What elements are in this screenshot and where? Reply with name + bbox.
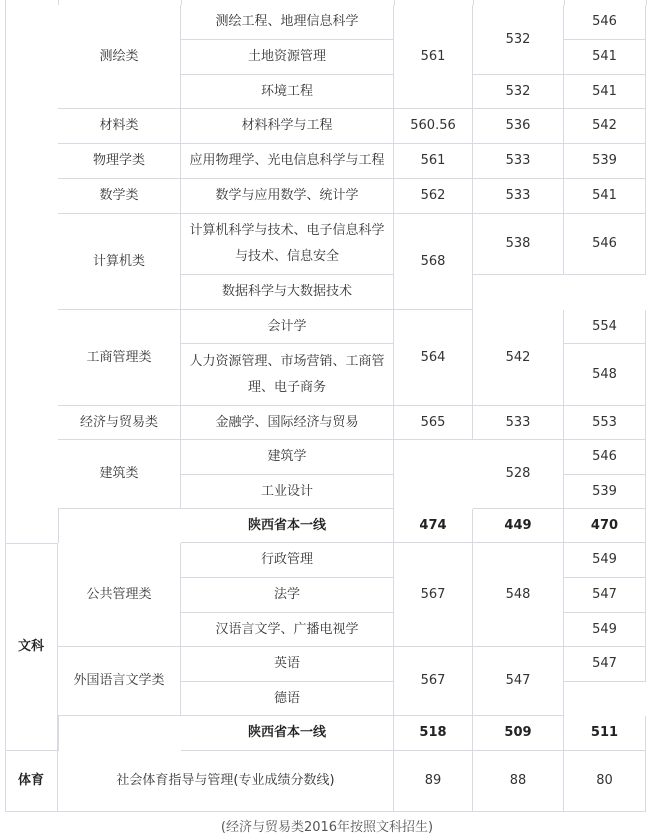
table-cell: 542 [473,310,564,406]
table-divider [58,716,59,751]
table-cell: 549 [564,613,646,647]
table-cell: 计算机科学与技术、电子信息科学与技术、信息安全 [181,214,394,275]
table-cell: 547 [564,578,646,613]
table-cell: 建筑学 [181,440,394,475]
table-cell: 80 [564,751,646,812]
table-cell: 材料科学与工程 [181,109,394,144]
table-cell: 建筑类 [58,440,181,509]
table-cell: 568 [394,214,473,310]
table-cell: 547 [473,647,564,716]
table-cell: 汉语言文学、广播电视学 [181,613,394,647]
table-cell: 533 [473,179,564,214]
table-cell: 测绘类 [58,5,181,109]
table-cell: 542 [564,109,646,144]
table-cell: 金融学、国际经济与贸易 [181,406,394,440]
table-cell: 物理学类 [58,144,181,179]
table-cell: 560.56 [394,109,473,144]
table-cell: 环境工程 [181,75,394,109]
table-cell: 449 [473,509,564,543]
table-divider [646,0,647,5]
table-cell: 社会体育指导与管理(专业成绩分数线) [58,751,394,812]
table-cell: 数学与应用数学、统计学 [181,179,394,214]
table-cell: 陕西省本一线 [181,716,394,751]
table-cell: 541 [564,75,646,109]
table-cell: 应用物理学、光电信息科学与工程 [181,144,394,179]
table-cell: 538 [473,214,564,275]
table-cell: 547 [564,647,646,682]
table-cell: 548 [564,344,646,406]
table-cell: 541 [564,40,646,75]
table-cell: 549 [564,543,646,578]
table-cell: 561 [394,144,473,179]
table-cell: 89 [394,751,473,812]
table-cell: 英语 [181,647,394,682]
table-cell: 541 [564,179,646,214]
table-cell: 546 [564,5,646,40]
footnote: (经济与贸易类2016年按照文科招生) [220,820,434,835]
table-cell: 公共管理类 [58,543,181,647]
table-cell: 533 [473,406,564,440]
table-cell: 554 [564,310,646,344]
table-divider [5,543,58,544]
table-cell: 548 [473,543,564,647]
table-cell: 计算机类 [58,214,181,310]
table-cell: 土地资源管理 [181,40,394,75]
table-cell: 外国语言文学类 [58,647,181,716]
table-cell: 553 [564,406,646,440]
table-divider [5,0,6,543]
table-cell: 567 [394,543,473,647]
table-cell: 陕西省本一线 [181,509,394,543]
table-cell: 539 [564,475,646,509]
table-divider [58,509,59,543]
table-cell: 533 [473,144,564,179]
table-cell: 546 [564,214,646,275]
table-cell: 536 [473,109,564,144]
table-divider [394,0,395,5]
table-cell: 518 [394,716,473,751]
table-cell: 材料类 [58,109,181,144]
table-cell: 539 [564,144,646,179]
table-cell: 数学类 [58,179,181,214]
table-divider [5,543,6,812]
table-divider [58,0,59,5]
table-cell: 470 [564,509,646,543]
table-divider [181,0,182,5]
table-cell: 509 [473,716,564,751]
table-cell: 565 [394,406,473,440]
table-cell: 532 [473,5,564,75]
table-cell: 511 [564,716,646,751]
table-cell: 经济与贸易类 [58,406,181,440]
table-cell: 88 [473,751,564,812]
table-cell: 体育 [5,751,58,812]
table-cell: 行政管理 [181,543,394,578]
table-divider [473,0,474,5]
table-cell: 567 [394,647,473,716]
table-cell: 测绘工程、地理信息科学 [181,5,394,40]
table-cell: 474 [394,509,473,543]
table-cell: 文科 [5,543,58,751]
table-cell: 562 [394,179,473,214]
table-cell: 561 [394,5,473,109]
table-cell: 工商管理类 [58,310,181,406]
table-cell: 人力资源管理、市场营销、工商管理、电子商务 [181,344,394,406]
table-divider [564,0,565,5]
table-cell: 工业设计 [181,475,394,509]
table-cell: 数据科学与大数据技术 [181,275,394,310]
table-cell: 法学 [181,578,394,613]
table-cell: 564 [394,310,473,406]
table-cell: 546 [564,440,646,475]
table-cell: 德语 [181,682,394,716]
table-cell: 532 [473,75,564,109]
table-cell: 会计学 [181,310,394,344]
table-cell: 528 [473,440,564,509]
